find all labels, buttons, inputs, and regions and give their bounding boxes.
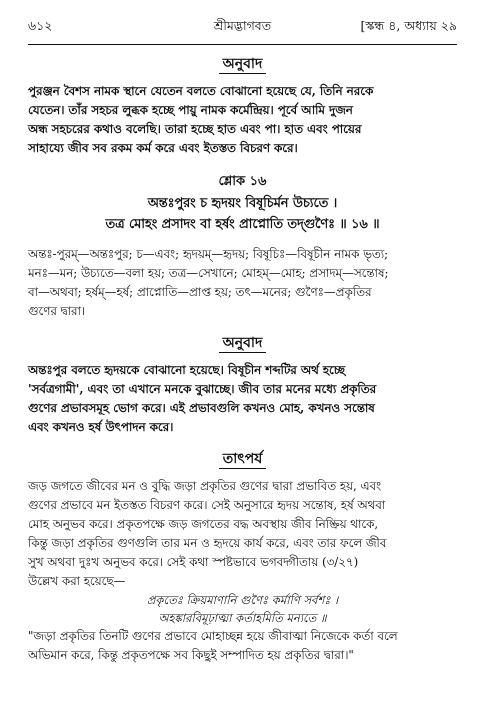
translation-text — [28, 361, 457, 437]
page-content — [28, 52, 457, 665]
translation-line: পুরঞ্জন বৈশস নামক স্থানে যেতেন বলতে বোঝানো হয়েছে যে, তিনি নরকে — [28, 84, 374, 98]
translation-line: এবং কখনও হর্ষ উৎপাদন করে। — [28, 420, 174, 434]
section-reference: [স্কন্ধ ৪, অধ্যায় ২৯ — [360, 18, 457, 33]
purport-line: জড় জগতে জীবের মন ও বুদ্ধি জড়া প্রকৃতির গুণের দ্বারা প্রভাবিত হয়, এবং — [28, 479, 382, 493]
quote-line: অহঙ্কারবিমূঢ়াত্মা কর্তাহমিতি মন্যতে ॥ — [158, 611, 327, 625]
shloka-title: শ্লোক ১৬ — [218, 174, 267, 189]
translation-line: গুণের প্রভাবসমূহ ভোগ করে। এই প্রভাবগুলি কখনও মোহ, কখনও সন্তোষ — [28, 401, 375, 415]
shloka-verse — [28, 193, 457, 235]
purport-line: "জড়া প্রকৃতির তিনটি গুণের প্রভাবে মোহাচ্ছন্ন হয়ে জীবাত্মা নিজেকে কর্তা বলে — [28, 629, 398, 643]
verse-line: তত্র মোহং প্রসাদং বা হর্ষং প্রাপ্নোতি তদ্গুণৈঃ ॥ ১৬ ॥ — [105, 217, 380, 232]
purport-line: গুণের প্রভাবে মন ইতস্তত বিচরণ করে। সেই অনুসারে হৃদয় সন্তোষ, হর্ষ অথবা — [28, 498, 386, 512]
purport-line: সুখ অথবা দুঃখ অনুভব করে। সেই কথা স্পষ্টভাবে ভগবদ্গীতায় (৩/২৭) — [28, 555, 359, 569]
book-title: শ্রীমদ্ভাগবত — [213, 18, 272, 33]
synonyms — [28, 245, 457, 321]
translation-line: সাহায্যে জীব সব রকম কর্ম করে এবং ইতস্তত বিচরণ করে। — [28, 141, 298, 155]
page-number: ৬১২ — [28, 18, 53, 33]
translation-heading: অনুবাদ — [28, 331, 457, 355]
synonym-line: মনঃ—মন; উচ্যতে—বলা হয়; তত্র—সেখানে; মোহম্—মোহ; প্রসাদম্—সন্তোষ; — [28, 266, 389, 280]
translation-heading: অনুবাদ — [28, 52, 457, 76]
purport-line: মোহ অনুভব করে। প্রকৃতপক্ষে জড় জগতের বদ্ধ অবস্থায় জীব নিষ্ক্রিয় থাকে, — [28, 517, 379, 531]
synonym-line: গুণের দ্বারা। — [28, 304, 86, 318]
page-header — [28, 18, 457, 38]
translation-line: অন্ধ সহচরের কথাও বলেছি। তারা হচ্ছে হাত এবং পা। হাত এবং পায়ের — [28, 122, 362, 136]
translation-line: 'সর্বত্রগামী', এবং তা এখানে মনকে বুঝাচ্ছে। জীব তার মনের মধ্যে প্রকৃতির — [28, 382, 377, 396]
quote-line: প্রকৃতেঃ ক্রিয়মাণানি গুণৈঃ কর্মাণি সর্বশঃ । — [146, 593, 339, 607]
purport-line: কিন্তু জড়া প্রকৃতির গুণগুলি তার মন ও হৃদয়ে কার্য করে, এবং তার ফলে জীব — [28, 536, 387, 550]
purport-text — [28, 477, 457, 591]
translation-line: অন্তঃপুর বলতে হৃদয়কে বোঝানো হয়েছে। বিষূচীন শব্দটির অর্থ হচ্ছে — [28, 363, 345, 377]
translation-text — [28, 82, 457, 158]
header-divider — [28, 44, 457, 45]
purport-line: অভিমান করে, কিন্তু প্রকৃতপক্ষে সব কিছুই সম্পাদিত হয় প্রকৃতির দ্বারা।" — [28, 648, 354, 662]
gita-quote — [28, 591, 457, 627]
translation-line: যেতেন। তাঁর সহচর লুব্ধক হচ্ছে পায়ু নামক কর্মেন্দ্রিয়। পূর্বে আমি দুজন — [28, 103, 353, 117]
synonym-line: অন্তঃ-পুরম্—অন্তঃপুর; চ—এবং; হৃদয়ম্—হৃদয়; বিষূচিঃ—বিষূচীন নামক ভৃত্য; — [28, 247, 389, 261]
purport-line: উল্লেখ করা হয়েছে— — [28, 574, 126, 588]
synonym-line: বা—অথবা; হর্ষম্—হর্ষ; প্রাপ্নোতি—প্রাপ্ত হয়; তৎ—মনের; গুণৈঃ—প্রকৃতির — [28, 285, 372, 299]
purport-heading: তাৎপর্য — [28, 447, 457, 471]
verse-line: অন্তঃপুরং চ হৃদয়ং বিষূচির্মন উচ্যতে । — [147, 196, 338, 211]
quote-translation — [28, 627, 457, 665]
